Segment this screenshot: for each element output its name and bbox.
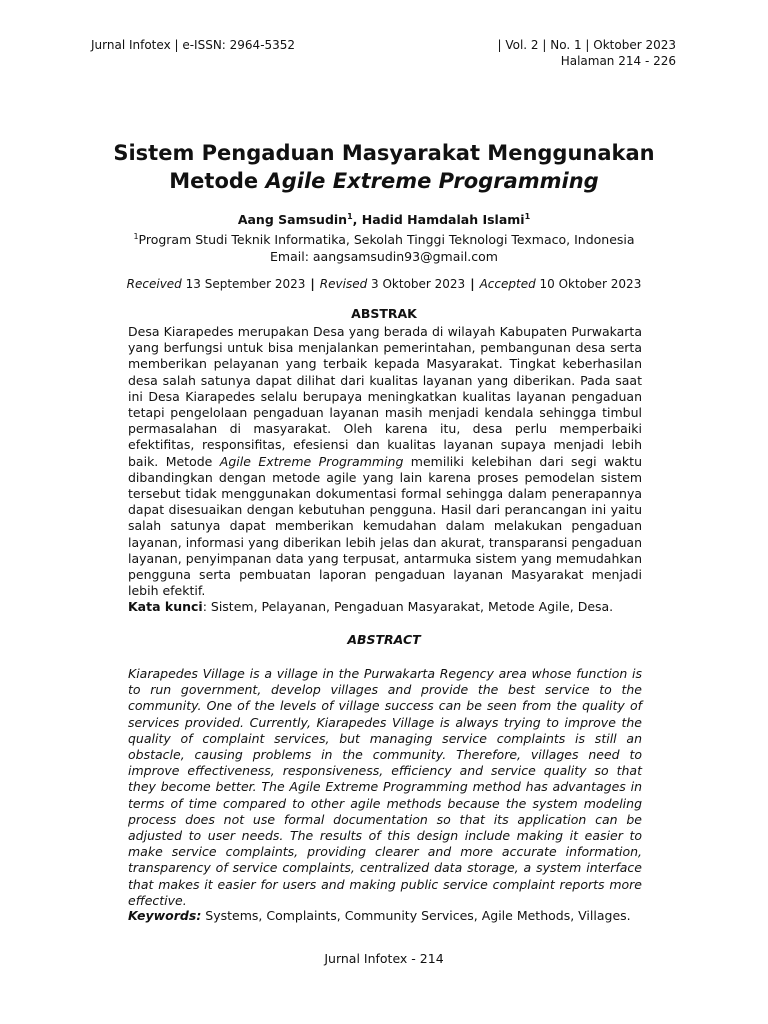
keywords-value: Systems, Complaints, Community Services, Agile Methods, Villages. bbox=[201, 908, 631, 923]
author-names bbox=[60, 208, 708, 228]
keywords-label: Keywords: bbox=[128, 908, 202, 923]
title-line-1: Sistem Pengaduan Masyarakat Menggunakan bbox=[113, 141, 655, 165]
submission-dates bbox=[60, 276, 708, 292]
author-2: , Hadid Hamdalah Islami bbox=[352, 212, 525, 227]
paper-title bbox=[60, 139, 708, 195]
page-footer: Jurnal Infotex - 214 bbox=[324, 951, 444, 966]
accepted-date: 10 Oktober 2023 bbox=[535, 277, 642, 291]
affiliation-marker: 1 bbox=[133, 232, 139, 241]
abstrak-heading: ABSTRAK bbox=[351, 306, 417, 321]
kata-kunci-value: : Sistem, Pelayanan, Pengaduan Masyarakat, Metode Agile, Desa. bbox=[202, 599, 614, 614]
accepted-label: Accepted bbox=[479, 277, 536, 291]
abstract-body: Kiarapedes Village is a village in the Purwakarta Regency area whose function is to run government, develop villages and provide the best service to the community. One of the levels of village success can be seen from the quality of services provided. Currently, Kiarapedes Village is always trying to improve the quality of complaint services, but managing service complaints is still an obstacle, causing problems in the community. Therefore, villages need to improve effectiveness, responsiveness, efficiency and service quality so that they become better. The Agile Extreme Programming method has advantages in terms of time compared to other agile methods because the system modeling process does not use formal documentation so that its application can be adjusted to user needs. The results of this design include making it easier to make service complaints, providing clearer and more accurate information, transparency of service complaints, centralized data storage, a system interface that makes it easier for users and making public service complaint reports more effective. bbox=[128, 666, 642, 908]
author-1: Aang Samsudin bbox=[237, 212, 348, 227]
journal-header-left: Jurnal Infotex | e-ISSN: 2964-5352 bbox=[91, 38, 296, 52]
volume-issue: | Vol. 2 | No. 1 | Oktober 2023 bbox=[497, 38, 676, 52]
revised-date: 3 Oktober 2023 bbox=[367, 277, 466, 291]
kata-kunci-label: Kata kunci bbox=[128, 599, 203, 614]
author-email[interactable]: Email: aangsamsudin93@gmail.com bbox=[270, 249, 498, 264]
date-separator: | bbox=[470, 277, 475, 291]
abstrak-part-2: memiliki kelebihan dari segi waktu dibandingkan dengan metode agile yang lain karena proses pemodelan sistem tersebut tidak menggunakan dokumentasi formal sehingga dalam penerapannya dapat disesuaikan dengan kebutuhan pengguna. Hasil dari perancangan ini yaitu salah satunya dapat memberikan kemudahan dalam melakukan pengaduan layanan, informasi yang diberikan lebih jelas dan akurat, transparansi pengaduan layanan, penyimpanan data yang terpusat, antarmuka sistem yang memudahkan pengguna serta pembuatan laporan pengaduan layanan Masyarakat menjadi lebih efektif. bbox=[128, 453, 642, 599]
title-line-2-plain: Metode bbox=[169, 169, 266, 193]
kata-kunci bbox=[128, 599, 648, 615]
title-line-2-italic: Agile Extreme Programming bbox=[265, 169, 599, 193]
keywords bbox=[128, 908, 648, 924]
received-label: Received bbox=[126, 277, 182, 291]
title-line-2 bbox=[60, 167, 708, 195]
author-block bbox=[60, 208, 708, 265]
abstrak-body bbox=[128, 324, 642, 599]
abstrak-italic-term: Agile Extreme Programming bbox=[219, 453, 404, 469]
abstract-heading: ABSTRACT bbox=[347, 632, 421, 647]
journal-header-right bbox=[497, 37, 676, 69]
received-date: 13 September 2023 bbox=[181, 277, 306, 291]
affiliation bbox=[60, 228, 708, 248]
author-2-affil: 1 bbox=[524, 212, 531, 221]
page-range: Halaman 214 - 226 bbox=[560, 54, 676, 68]
author-1-affil: 1 bbox=[347, 212, 353, 221]
abstrak-part-1: Desa Kiarapedes merupakan Desa yang berada di wilayah Kabupaten Purwakarta yang berfungsi untuk bisa menjalankan pemerintahan, pembangunan desa serta memberikan pelayanan yang terbaik kepada Masyarakat. Tingkat keberhasilan desa salah satunya dapat dilihat dari kualitas layanan yang diberikan. Pada saat ini Desa Kiarapedes selalu berupaya meningkatkan kualitas layanan pengaduan tetapi pengelolaan pengaduan layanan masih menjadi kendala sehingga timbul permasalahan di masyarakat. Oleh karena itu, desa perlu memperbaiki efektifitas, responsifitas, efesiensi dan kualitas layanan supaya menjadi lebih baik. Metode bbox=[128, 324, 642, 469]
revised-label: Revised bbox=[319, 277, 368, 291]
date-separator: | bbox=[310, 277, 315, 291]
affiliation-text: Program Studi Teknik Informatika, Sekolah Tinggi Teknologi Texmaco, Indonesia bbox=[138, 232, 635, 247]
